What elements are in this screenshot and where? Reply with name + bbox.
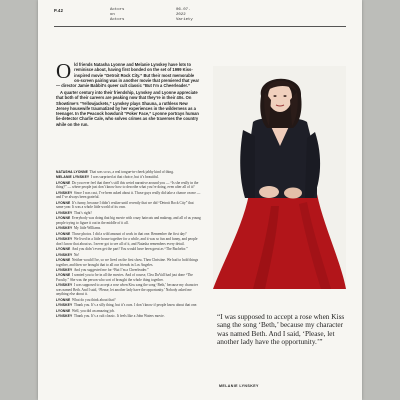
speaker-name: LYONNE [56, 200, 71, 205]
interview-line [56, 258, 201, 267]
interview-line [56, 237, 201, 246]
header-rule [54, 26, 346, 27]
interview-line [56, 314, 201, 319]
speaker-name: LYNSKEY [56, 314, 73, 319]
speaker-name: LYONNE [56, 273, 71, 278]
interview-line [56, 216, 201, 225]
drop-cap: O [56, 59, 72, 83]
interview-line [56, 309, 201, 314]
pull-quote: “I was supposed to accept a rose when Kiss sang the song ‘Beth,’ because my character was named Beth. And I said, ‘Please, let another lady have the opportunity.’” [217, 312, 345, 346]
interview-answer: My little Williams. [73, 226, 102, 231]
interview-line [56, 298, 201, 303]
speaker-name: LYONNE [56, 308, 71, 313]
speaker-name: LYONNE [56, 216, 71, 221]
interview-answer: No! [73, 252, 80, 257]
intro-paragraph: A quarter century into their friendship, Lynskey and Lyonne appreciate that both of their careers are peaking now that they’re in their 40s. On Showtime’s “Yellowjackets,” Lynskey plays Shauna, a ruthless New Jersey housewife traumatized by her experiences in the wilderness as a teenager. In the Peacock howdunit “Poker Face,” Lyonne portrays human lie-detector Charlie Cale, who solves crimes as she traverses the country while on the run. [56, 89, 199, 127]
speaker-name: LYONNE [56, 231, 71, 236]
interview-answer: And you didn’t even get the part! You would have been great as “The Bachelor.” [71, 247, 188, 252]
interview-answer: I wanted you to be in all the movies. And of course, Clea DuVall had just done “The Faculty.” She was the person who sort of brought the whole thing together. [56, 273, 193, 282]
quote-attribution: MELANIE LYNSKEY [219, 384, 259, 388]
interview-line [56, 201, 201, 210]
interview-line [56, 268, 201, 273]
interview-line [56, 170, 201, 175]
interview-answer: What do you think about that? [71, 297, 116, 302]
interview-line [56, 232, 201, 237]
speaker-name: LYNSKEY [56, 303, 73, 308]
speaker-name: LYONNE [56, 247, 71, 252]
interview-line [56, 226, 201, 231]
speaker-name: LYNSKEY [56, 283, 73, 288]
section-label: Actors on Actors [110, 8, 125, 22]
interview-line [56, 211, 201, 216]
interview-line [56, 175, 201, 180]
interview-answer: I was supposed to accept a rose when Kiss sang the song ‘Beth,’ because my character was named Beth. And I said, ‘Please, let another lady have the opportunity.’ Nobody asked me anything else about it. [56, 283, 198, 297]
speaker-name: LYNSKEY [56, 226, 73, 231]
interview-line [56, 191, 201, 200]
interview-answer: That’s right! [73, 210, 92, 215]
portrait-photo [213, 66, 346, 289]
speaker-name: LYNSKEY [56, 237, 73, 242]
interview-answer: Do you ever feel that there’s still this weird narrative around you — “Is she really in the thing?” — where people just don’t know how to describe what you’re doing, even after all of it? [56, 180, 199, 190]
interview-answer: Thank you. It’s a silly thing, but it’s ours. I don’t know if people know about that one. [73, 303, 198, 308]
intro-text [56, 59, 201, 127]
interview-line [56, 283, 201, 297]
interview-answer: Thank you. It’s a cult classic. It feels like a John Waters movie. [73, 314, 165, 319]
interview-answer: That was so us, a real tongue-in-cheek jabby kind of thing. [89, 170, 174, 174]
interview-answer: It’s funny, because I didn’t realize until recently that we did “Detroit Rock City” that same year. It was a whole little world of its own. [56, 200, 194, 210]
interview-line [56, 253, 201, 258]
interview-answer: I was surprised at that choice, but it’s beautiful. [90, 175, 159, 180]
interview-answer: Everybody was doing that big movie with crazy haircuts and makeup, and all of us young people trying to figure it out in the middle of it all. [56, 216, 201, 225]
interview-answer: Since I was cast, I’ve been asked about it. Those guys really did take a chance on me — and I’ve always been grateful. [56, 190, 201, 200]
intro-paragraph: ld friends Natasha Lyonne and Melanie Lynskey have lots to reminisce about, having first bonded on the set of 1999 Kiss-inspired movie “Detroit Rock City.” But their most memorable on-screen pairing was in another movie that premiered that year — director Jamie Babbit’s queer cult classic “But I’m a Cheerleader.” [56, 62, 200, 89]
interview-line [56, 247, 201, 252]
interview-line [56, 181, 201, 190]
magazine-page [38, 0, 362, 400]
speaker-name: LYNSKEY [56, 267, 73, 272]
interview-line [56, 303, 201, 308]
interview-answer: We lived in a little house together for a while, and it was so fun and funny, and people don’t know that about us. I never got to see all of it, and Natasha remembers every detail. [56, 237, 198, 246]
issue-date: 06.07. 2022 Variety [176, 8, 193, 22]
interview-answer: Well, you did an amazing job. [71, 308, 115, 313]
speaker-name: LYNSKEY [56, 252, 73, 257]
interview-answer: And you suggested me for “But I’m a Cheerleader.” [73, 267, 149, 272]
speaker-name: LYONNE [56, 180, 71, 185]
interview-answer: Those photos. I did a wild amount of work in that one. Remember the first day? [71, 231, 187, 236]
page-number: P.42 [54, 8, 64, 13]
speaker-name: LYONNE [56, 257, 71, 262]
interview-transcript [56, 170, 201, 320]
interview-line [56, 273, 201, 282]
speaker-name: NATASHA LYONNE [56, 170, 88, 174]
portrait-illustration [213, 66, 346, 289]
interview-answer: Neither would I be, so we lived on the first show. Then Christine. We had to hold things together, and then we brought that to all our friends in Los Angeles. [56, 257, 199, 267]
speaker-name: LYNSKEY [56, 210, 73, 215]
speaker-name: LYONNE [56, 297, 71, 302]
speaker-name: MELANIE LYNSKEY [56, 175, 90, 180]
speaker-name: LYNSKEY [56, 190, 73, 195]
